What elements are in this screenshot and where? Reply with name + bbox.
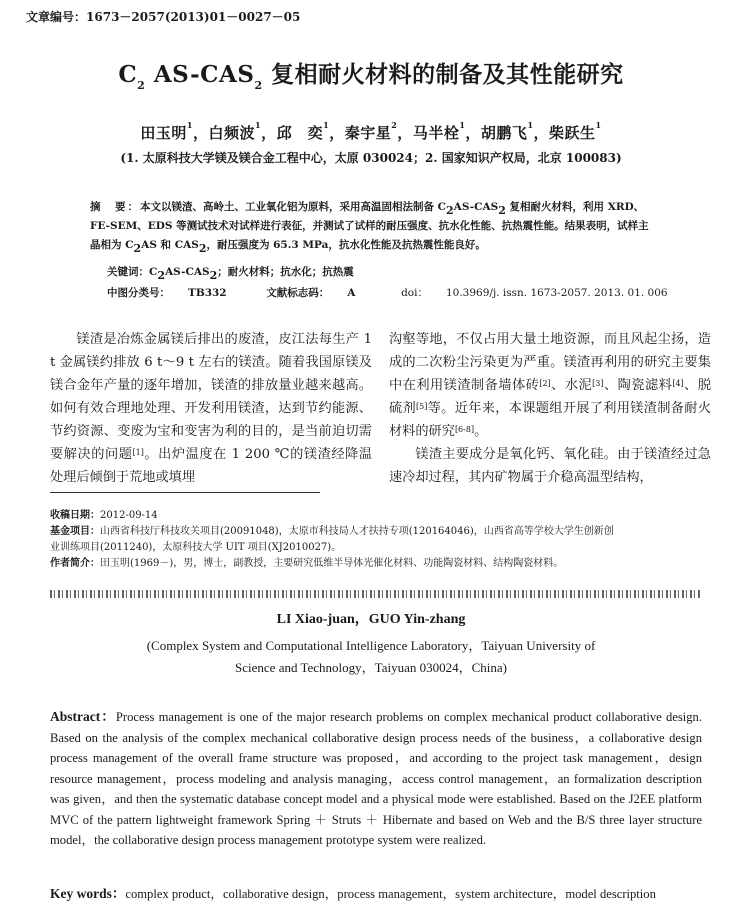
english-keywords [50,882,656,902]
abstract-text: AS-CAS [453,201,499,213]
footnote-label: 基金项目： [50,526,100,537]
body-paragraph [389,443,711,489]
english-affiliation [0,635,742,679]
body-column-right [389,328,711,489]
doc-label: 文献标志码： [266,287,330,299]
body-paragraph [50,328,372,489]
clc-value: TB332 [188,287,227,299]
body-text: 等。近年来，本课题组开展了利用镁渣制备耐火材料的研究 [389,401,712,439]
citation-ref[interactable]: [6-8] [454,425,475,434]
affiliation: (1. 太原科技大学镁及镁合金工程中心，太原 030024；2. 国家知识产权局，北京 100083) [120,151,622,165]
author-name: 柴跃生 [549,124,596,142]
footnotes [50,508,700,572]
document-code [266,287,373,299]
footnote-label: 收稿日期： [50,510,100,521]
footnote-text: 田玉明(1969－)，男，博士，副教授，主要研究低维半导体光催化材料、功能陶瓷材料、结构陶瓷材料。 [100,558,564,569]
citation-ref[interactable]: [2] [539,379,551,388]
keywords-text: C [149,266,158,278]
footnote-text: 山西省科技厅科技攻关项目(20091048)，太原市科技局人才扶持专项(120164046)，山西省高等学校大学生创新创 [100,526,614,537]
body-text: 、水泥 [550,378,593,393]
article-number [26,8,300,25]
citation-ref[interactable]: [5] [416,402,428,411]
keywords-text: ；耐火材料；抗水化；抗热震 [217,266,354,278]
keywords-chinese [107,263,354,282]
english-keywords-label: Key words： [50,886,126,901]
abstract-text: 本文以镁渣、高岭土、工业氧化铝为原料，采用高温固相法制备 C [140,201,447,213]
footnote-fund-cont: 业训练项目(2011240)，太原科技大学 UIT 项目(XJ2010027)。 [50,542,342,553]
abstract-text: ，耐压强度为 65.3 MPa，抗水化性能及抗热震性能良好。 [206,239,486,251]
author-affil-mark: 1 [255,120,262,130]
body-text: 。出炉温度在 1 200 ℃的镁渣经降温处理后倾倒于荒地或填埋 [50,447,373,485]
body-text: 。 [474,424,488,439]
abstract-label: 摘 要： [90,201,140,213]
title-part: 复相耐火材料的制备及其性能研究 [262,61,624,88]
title-part: AS-CAS [145,61,255,88]
title-subscript: 2 [137,79,146,92]
abstract-subscript: 2 [133,242,142,255]
citation-ref[interactable]: [4] [672,379,684,388]
decorative-border [50,590,702,598]
english-affiliation-line: (Complex System and Computational Intelligence Laboratory，Taiyuan University of [146,638,596,653]
author-name: 胡鹏飞 [480,124,528,142]
body-column-left [50,328,372,489]
author-affil-mark: 1 [186,120,193,130]
keywords-text: AS-CAS [165,266,210,278]
citation-ref[interactable]: [3] [592,379,604,388]
footnote-fund [50,524,700,540]
body-text: 沟壑等地，不仅占用大量土地资源，而且风起尘扬，造成的二次粉尘污染更为严重。镁渣再利用的研究主要集中在利用镁渣制备墙体砖 [389,332,711,393]
footnote-divider [50,492,320,493]
abstract-subscript: 2 [498,204,506,217]
english-abstract-text: Process management is one of the major research problems on complex mechanical product collaborative design. Based on the analysis of the complex mechanical collaborative design process needs of the business，a collaborative design process management of the overall frame structure was proposed，and according to the project task management，design resource management，process modeling and analysis managing，access control management，an formalization description was given，and then the systematic database concept model and a physical mode were established. Based on the J2EE platform MVC of the pattern lightweight framework Spring ＋ Struts ＋ Hibernate and based on Web and the B/S three layer structure model，the collaborative design process management prototype system were realized. [50,710,702,847]
keywords-subscript: 2 [209,269,218,282]
article-number-value: 1673－2057(2013)01－0027－05 [86,10,301,24]
english-affiliation-line: Science and Technology，Taiyuan 030024，China) [235,660,507,675]
author-affil-mark: 1 [459,120,466,130]
english-abstract [50,707,702,851]
keywords-label: 关键词： [107,266,149,278]
title-part: C [118,61,138,88]
abstract-chinese [90,198,650,255]
author-name: 田玉明 [140,124,187,142]
body-text: 镁渣主要成分是氧化钙、氧化硅。由于镁渣经过急速冷却过程，其内矿物属于介稳高温型结构， [389,447,711,485]
author-list: 田玉明$^1$，白频波$^1$，邱 奕$^1$，秦宇星$^2$，马半栓$^1$，胡鹏飞$^1$，柴跃生$^1$ [140,120,602,142]
body-text: 、脱硫剂 [389,378,712,416]
abstract-text: AS 和 CAS [141,239,199,251]
citation-ref[interactable]: [1] [132,448,144,457]
english-keywords-text: complex product，collaborative design，process management，system architecture，model description [125,887,656,901]
footnote-label: 作者简介： [50,558,100,569]
clc-label: 中图分类号： [107,287,170,299]
title-subscript: 2 [254,79,263,92]
footnote-text: 2012-09-14 [100,510,158,521]
body-text: 、陶瓷滤料 [603,378,673,393]
abstract-subscript: 2 [198,242,207,255]
doi-value[interactable]: 10.3969/j. issn. 1673-2057. 2013. 01. 006 [445,287,668,299]
author-affil-mark: 1 [527,120,534,130]
keywords-subscript: 2 [157,269,166,282]
body-paragraph [389,328,711,443]
author-affil-mark: 2 [391,120,398,130]
doi-label: doi： [401,287,428,299]
author-affil-mark: 1 [595,120,602,130]
author-name: 秦宇星 [344,124,392,142]
article-number-label: 文章编号： [26,10,87,24]
author-name: 马半栓 [412,124,460,142]
english-abstract-label: Abstract： [50,709,116,724]
author-affil-mark: 1 [323,120,330,130]
abstract-text: 复相耐火材料，利用 XRD、FE-SEM、EDS 等测试技术对试样进行表征，并测试了试样的耐压强度、抗水化性能、抗热震性能。结果表明，试样主晶相为 C [90,201,649,251]
body-text: 镁渣是冶炼金属镁后排出的废渣，皮江法每生产 1 t 金属镁约排放 6 t～9 t 左右的镁渣。随着我国原镁及镁合金年产量的逐年增加，镁渣的排放量业越来越高。如何有效合理地处理、开发利用镁渣，达到节约能源、节约资源、变废为宝和变害为利的目的，是当前迫切需要解决的问题 [50,332,372,462]
classification-row [107,285,704,300]
english-authors: LI Xiao-juan，GUO Yin-zhang [276,612,466,627]
footnote-received [50,508,700,524]
doi[interactable] [401,287,686,299]
author-name: 邱 奕 [276,124,324,142]
paper-title [0,56,742,92]
abstract-subscript: 2 [446,204,454,217]
author-name: 白频波 [208,124,255,142]
clc-code [107,287,245,299]
doc-value: A [347,287,356,299]
footnote-author [50,556,700,572]
